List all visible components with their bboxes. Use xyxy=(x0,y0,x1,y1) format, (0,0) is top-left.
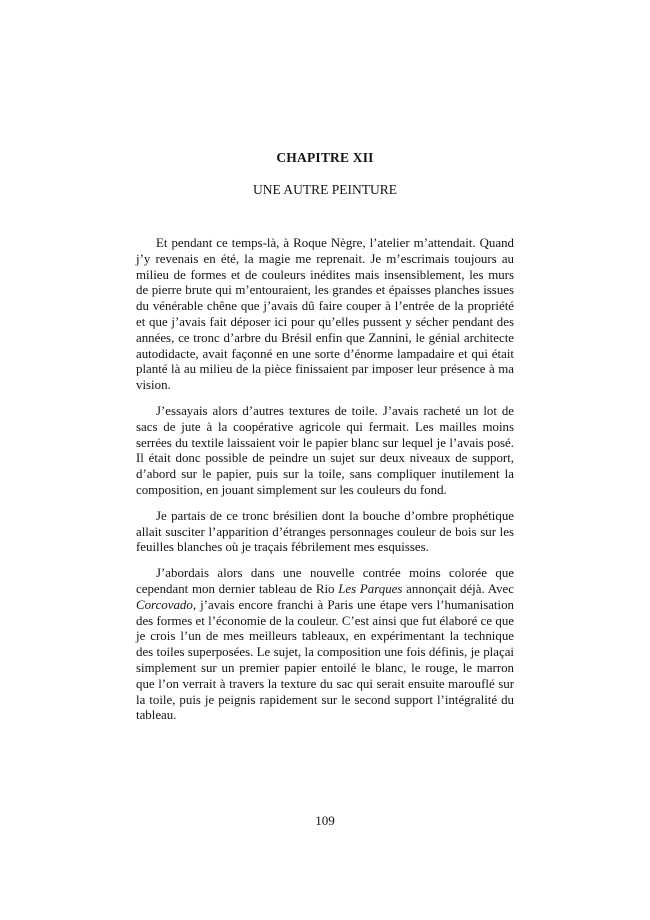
body-paragraph xyxy=(136,404,514,499)
body-text xyxy=(136,236,514,724)
text-segment: J’abordais alors dans une nouvelle contrée moins colorée que cependant mon dernier tableau de Rio xyxy=(136,566,514,596)
chapter-subtitle: UNE AUTRE PEINTURE xyxy=(253,182,397,197)
text-segment: annonçait déjà. Avec xyxy=(402,581,514,596)
text-segment: Je partais de ce tronc brésilien dont la bouche d’ombre prophétique allait susciter l’apparition d’étranges personnages couleur de bois sur les feuilles blanches où je traçais fébrilement mes esquisses. xyxy=(136,508,514,555)
italic-text-segment: Les Parques xyxy=(338,581,403,596)
text-block xyxy=(136,0,514,724)
body-paragraph xyxy=(136,566,514,724)
body-paragraph xyxy=(136,509,514,556)
chapter-heading: CHAPITRE XII xyxy=(276,150,374,165)
text-segment: Et pendant ce temps-là, à Roque Nègre, l’atelier m’attendait. Quand j’y revenais en été, la magie me reprenait. Je m’escrimais toujours au milieu de formes et de couleurs inédites mais insensiblement, les murs de pierre brute qui m’entouraient, les grandes et épaisses planches issues du vénérable chêne que j’avais dû faire couper à l’entrée de la propriété et que j’avais fait déposer ici pour qu’elles pussent y sécher pendant des années, ce tronc d’arbre du Brésil enfin que Zannini, le génial architecte autodidacte, avait façonné en une sorte d’énorme lampadaire et qui était planté là au milieu de la pièce finissaient par imposer leur présence à ma vision. xyxy=(136,236,514,393)
text-segment: J’essayais alors d’autres textures de toile. J’avais racheté un lot de sacs de jute à la coopérative agricole qui fermait. Les mailles moins serrées du textile laissaient voir le papier blanc sur lequel je l’avais posé. Il était donc possible de peindre un sujet sur deux niveaux de support, d’abord sur le papier, puis sur la toile, sans compliquer inutilement la composition, en jouant simplement sur les couleurs du fond. xyxy=(136,403,514,497)
page-number: 109 xyxy=(315,813,335,828)
italic-text-segment: Corcovado xyxy=(136,597,193,612)
text-segment: , j’avais encore franchi à Paris une étape vers l’humanisation des formes et l’économie de la couleur. C’est ainsi que fut élaboré ce que je crois l’un de mes meilleurs tableaux, en expérimentant la technique des toiles superposées. Le sujet, la composition une fois définis, je plaçai simplement sur un premier papier entoilé le blanc, le rouge, le marron que l’on verrait à travers la texture du sac qui serait ensuite marouflé sur la toile, puis je peignis rapidement sur le second support l’intégralité du tableau. xyxy=(136,597,514,723)
body-paragraph xyxy=(136,236,514,394)
